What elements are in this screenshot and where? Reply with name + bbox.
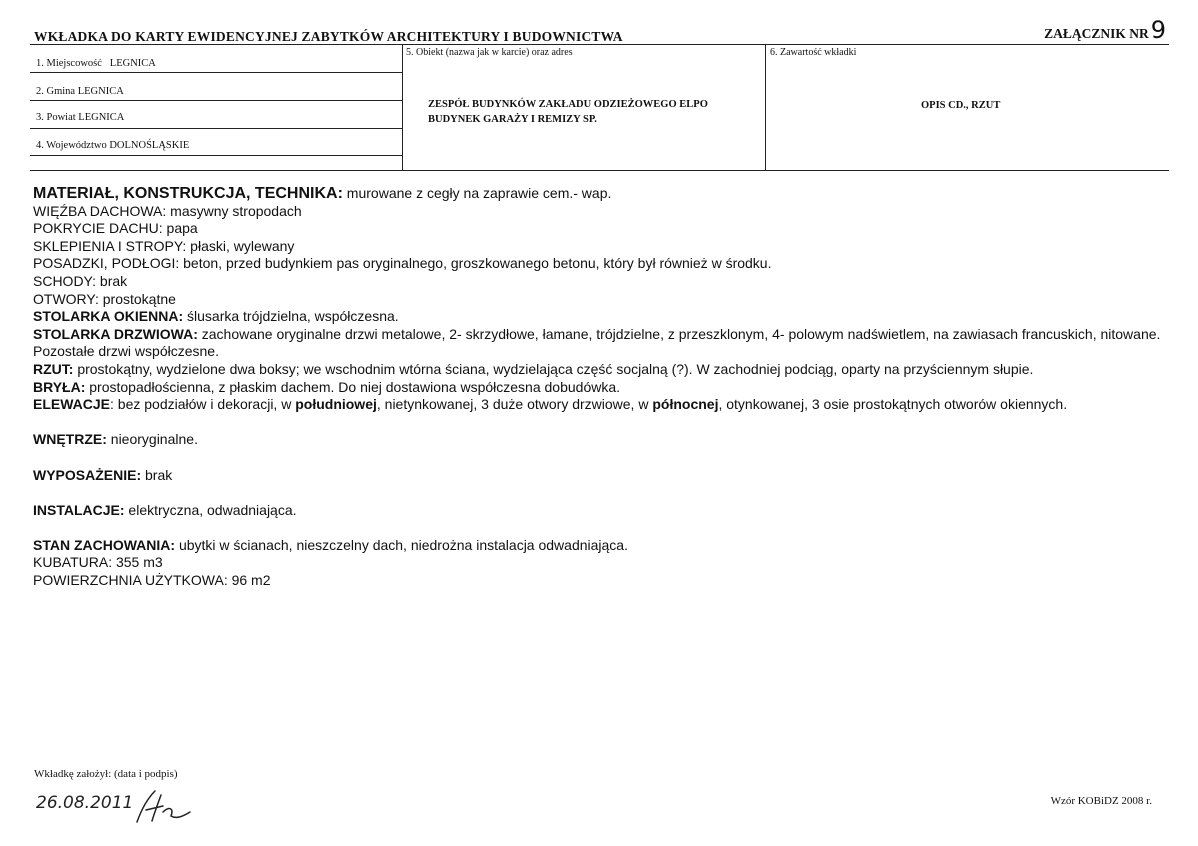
field-label: 1. Miejscowość [36, 58, 102, 69]
drzwiowa-line [33, 326, 1163, 361]
otwory-line: OTWORY: prostokątne [33, 290, 176, 307]
instalacje-line [33, 502, 1163, 520]
section-label: MATERIAŁ, KONSTRUKCJA, TECHNIKA: [33, 185, 343, 202]
okienna-line [33, 308, 1163, 326]
section-label: RZUT: [33, 360, 74, 377]
section-text: ubytki w ścianach, nieszczelny dach, niedrożna instalacja odwadniająca. [175, 536, 628, 553]
stan-line [33, 537, 1163, 555]
template-id: Wzór KOBiDZ 2008 r. [1050, 795, 1152, 807]
elewacje-line [33, 396, 1163, 414]
field-wojewodztwo [36, 140, 189, 151]
material-line [33, 185, 1163, 203]
field-powiat [36, 112, 124, 123]
annex-number: 9 [1150, 16, 1166, 44]
section-text: , otynkowanej, 3 osie prostokątnych otworów okiennych. [718, 396, 1068, 413]
annex-label-text: ZAŁĄCZNIK NR [1044, 26, 1149, 41]
section-label: STOLARKA DRZWIOWA: [33, 325, 198, 342]
contents-cell-label: 6. Zawartość wkładki [770, 47, 857, 58]
handwritten-date: 26.08.2011 [36, 793, 134, 813]
field-value: LEGNICA [78, 112, 125, 123]
section-text: brak [141, 466, 173, 483]
field-gmina [36, 86, 124, 97]
posadzki-line: POSADZKI, PODŁOGI: beton, przed budynkiem pas oryginalnego, groszkowanego betonu, który był również w środku. [33, 255, 772, 272]
section-text: murowane z cegły na zaprawie cem.- wap. [342, 185, 612, 201]
field-label: 2. Gmina [36, 86, 76, 97]
table-bottom-rule [30, 170, 1169, 171]
field-value: DOLNOŚLĄSKIE [109, 140, 190, 151]
section-text: : bez podziałów i dekoracji, w [110, 396, 296, 413]
row-rule-4 [30, 155, 402, 156]
object-cell-label: 5. Obiekt (nazwa jak w karcie) oraz adres [406, 47, 573, 58]
row-rule-2 [30, 100, 402, 101]
sklepienia-line: SKLEPIENIA I STROPY: płaski, wylewany [33, 237, 295, 254]
emphasis: północnej [652, 396, 719, 413]
emphasis: południowej [295, 396, 377, 413]
wyposazenie-line [33, 467, 1163, 485]
object-name-line: ZESPÓŁ BUDYNKÓW ZAKŁADU ODZIEŻOWEGO ELPO [428, 99, 708, 110]
kubatura-line: KUBATURA: 355 m3 [33, 554, 163, 571]
field-miejscowosc [36, 58, 156, 69]
section-label: INSTALACJE: [33, 501, 125, 518]
rzut-line [33, 361, 1163, 379]
annex-label [1044, 18, 1166, 42]
object-cell-value [428, 97, 708, 127]
column-divider-5 [402, 44, 403, 171]
section-label: WYPOSAŻENIE: [33, 466, 142, 483]
section-text: elektryczna, odwadniająca. [124, 501, 297, 518]
field-value: LEGNICA [109, 58, 156, 69]
section-text: ślusarka trójdzielna, współczesna. [183, 308, 399, 325]
signature [137, 791, 190, 822]
section-label: ELEWACJE [33, 396, 111, 413]
section-text: , nietynkowanej, 3 duże otwory drzwiowe, w [376, 396, 653, 413]
header-rule [30, 44, 1169, 45]
section-text: zachowane oryginalne drzwi metalowe, 2- skrzydłowe, łamane, trójdzielne, z przeszklonym, 4- polowym nadświetlem, na zawiasach francuskich, nitowane. Pozostałe drzwi współczesne. [33, 325, 1161, 360]
object-building-line: BUDYNEK GARAŻY I REMIZY SP. [428, 114, 597, 125]
bryla-line [33, 379, 1163, 397]
section-label: STAN ZACHOWANIA: [33, 536, 176, 553]
field-label: 4. Województwo [36, 140, 107, 151]
document-title: WKŁADKA DO KARTY EWIDENCYJNEJ ZABYTKÓW ARCHITEKTURY I BUDOWNICTWA [34, 29, 623, 44]
schody-line: SCHODY: brak [33, 272, 128, 289]
section-label: WNĘTRZE: [33, 431, 107, 448]
contents-cell-value: OPIS CD., RZUT [921, 100, 1001, 111]
row-rule-3 [30, 128, 402, 129]
section-text: prostokątny, wydzielone dwa boksy; we wschodnim wtórna ściana, wydzielająca część socjalną (?). W zachodniej podciąg, oparty na przyściennym słupie. [73, 360, 1034, 377]
column-divider-6 [765, 44, 766, 171]
wnetrze-line [33, 431, 1163, 449]
section-label: BRYŁA: [33, 378, 86, 395]
section-text: nieoryginalne. [106, 431, 198, 448]
powierzchnia-line: POWIERZCHNIA UŻYTKOWA: 96 m2 [33, 572, 271, 589]
field-label: 3. Powiat [36, 112, 76, 123]
handwritten-date-signature [34, 786, 204, 826]
field-value: LEGNICA [77, 86, 124, 97]
section-label: STOLARKA OKIENNA: [33, 308, 184, 325]
section-text: prostopadłościenna, z płaskim dachem. Do niej dostawiona współczesna dobudówka. [85, 378, 621, 395]
row-rule-1 [30, 72, 402, 73]
description-body [33, 185, 1163, 590]
created-by-label: Wkładkę założył: (data i podpis) [34, 768, 178, 780]
wiezba-line: WIĘŹBA DACHOWA: masywny stropodach [33, 202, 302, 219]
pokrycie-line: POKRYCIE DACHU: papa [33, 220, 198, 237]
